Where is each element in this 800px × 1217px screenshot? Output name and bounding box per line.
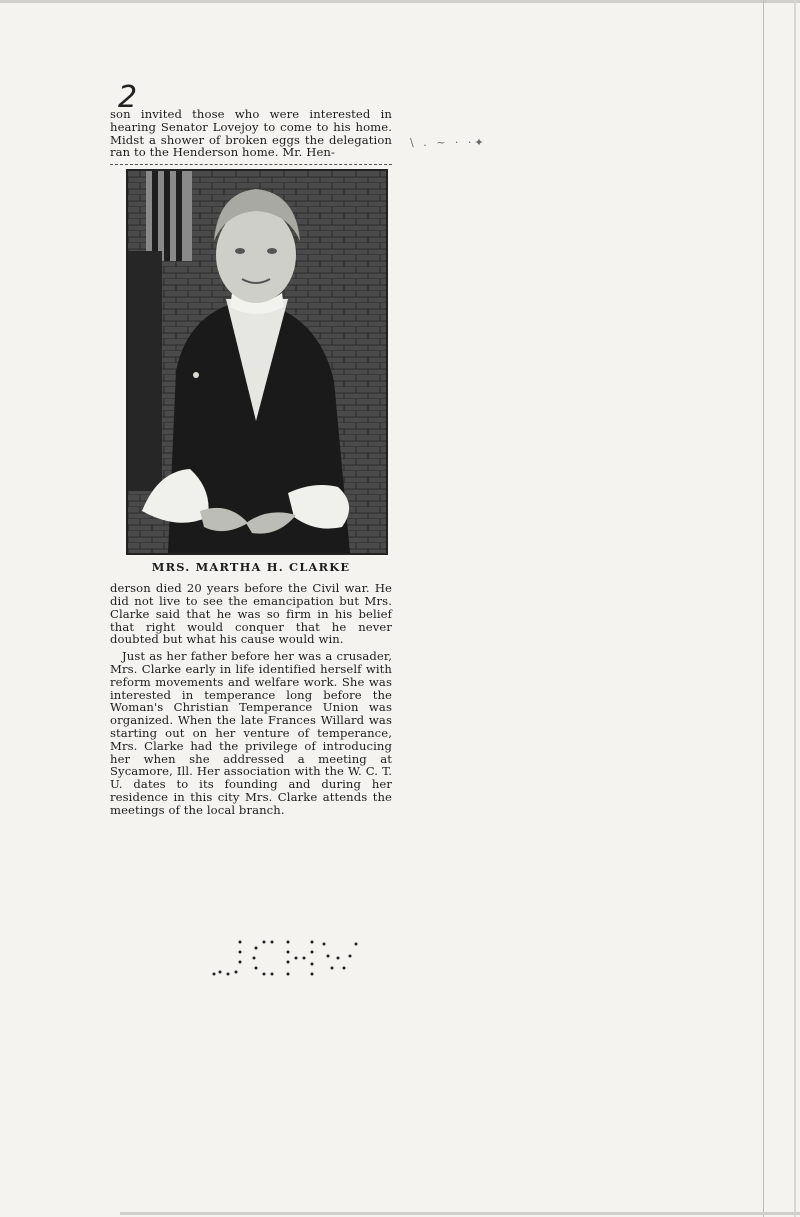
perforated-stamp: [210, 936, 362, 980]
newspaper-clipping: [110, 108, 392, 817]
portrait-photo: [126, 169, 388, 555]
article-paragraph-2: derson died 20 years before the Civil war. He did not live to see the emancipation but Mrs. Clarke said that he was so firm in his belief that right would conquer that he never doubted but what his cause would win.: [110, 581, 392, 647]
handwritten-page-number: 2: [118, 80, 138, 115]
page-edge-top: [0, 0, 800, 3]
page-edge-right-outer: [794, 0, 796, 1217]
photo-caption: MRS. MARTHA H. CLARKE: [151, 560, 351, 575]
page-edge-bottom: [120, 1212, 800, 1215]
stray-ink-marks: \ . ~ · ·✦: [410, 136, 487, 149]
article-paragraph-1: son invited those who were interested in hearing Senator Lovejoy to come to his home. Midst a shower of broken eggs the delegation ran to the Henderson home. Mr. Hen-: [110, 107, 392, 160]
article-paragraph-3: Just as her father before her was a crusader, Mrs. Clarke early in life identified herself with reform movements and welfare work. She was interested in temperance long before the Woman's Christian Temperance Union was organized. When the late Frances Willard was starting out on her venture of temperance, Mrs. Clarke had the privilege of introducing her when she addressed a meeting at Sycamore, Ill. Her association with the W. C. T. U. dates to its founding and during her residence in this city Mrs. Clarke attends the meetings of the local branch.: [110, 649, 392, 817]
article-body-continued: [110, 582, 392, 816]
column-rule: [110, 160, 392, 165]
article-body: [110, 108, 392, 159]
page-edge-right: [763, 0, 764, 1217]
